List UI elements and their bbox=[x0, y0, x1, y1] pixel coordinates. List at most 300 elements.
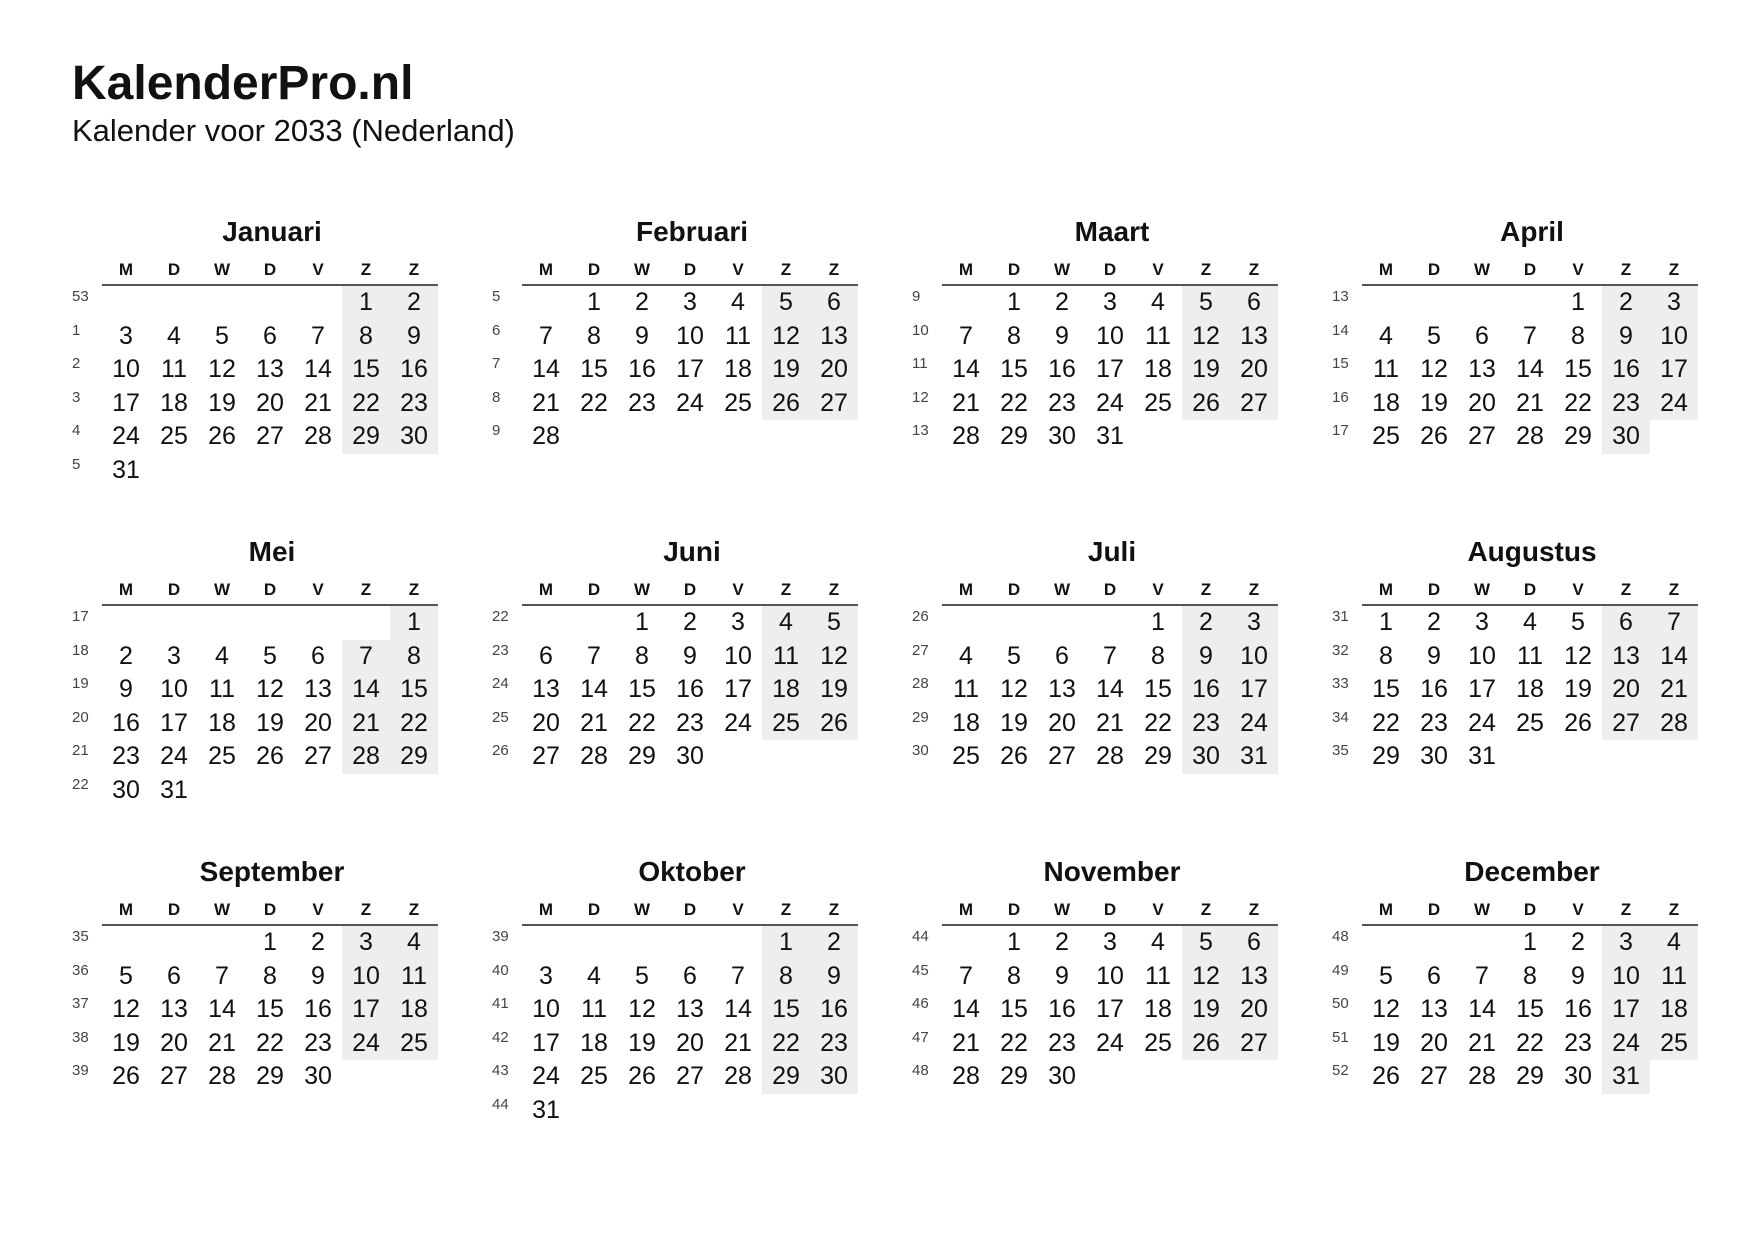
day-cell: 10 bbox=[1096, 961, 1124, 990]
weekday-label: Z bbox=[360, 260, 372, 279]
week-row bbox=[72, 1060, 442, 1094]
weekday-label: Z bbox=[1248, 580, 1260, 599]
weekend-day-cell: 12 bbox=[762, 320, 810, 354]
day-cell: 28 bbox=[724, 1062, 752, 1090]
week-number: 22 bbox=[492, 608, 509, 625]
day-cell: 9 bbox=[683, 641, 697, 670]
day-cell: 1 bbox=[1523, 928, 1537, 956]
weekday-label: Z bbox=[1668, 580, 1680, 599]
day-cell: 29 bbox=[1144, 742, 1172, 770]
weekend-day-cell: 23 bbox=[1182, 707, 1230, 741]
day-cell: 14 bbox=[208, 995, 236, 1023]
week-number: 13 bbox=[912, 422, 929, 439]
weekend-day-cell: 28 bbox=[342, 740, 390, 774]
week-number: 27 bbox=[912, 641, 929, 659]
day-cell: 21 bbox=[1468, 1028, 1496, 1057]
day-cell: 12 bbox=[1372, 995, 1400, 1023]
weekday-label: D bbox=[167, 260, 181, 279]
weekday-label: Z bbox=[1668, 900, 1680, 919]
day-cell: 27 bbox=[676, 1062, 704, 1090]
week-row bbox=[492, 1027, 862, 1061]
day-cell: 8 bbox=[1571, 321, 1585, 350]
day-cell: 11 bbox=[1373, 355, 1399, 383]
day-cell: 17 bbox=[1096, 995, 1124, 1023]
weekend-day-cell: 3 bbox=[1650, 286, 1698, 320]
day-cell: 12 bbox=[112, 995, 140, 1023]
week-row bbox=[72, 420, 442, 454]
weekend-day-cell: 9 bbox=[390, 320, 438, 354]
day-cell: 15 bbox=[256, 995, 284, 1023]
day-cell: 15 bbox=[1372, 675, 1400, 703]
weekday-label: Z bbox=[828, 260, 840, 279]
month-name: Juli bbox=[1087, 536, 1137, 567]
weekday-label: D bbox=[1103, 580, 1117, 599]
day-cell: 11 bbox=[1517, 641, 1543, 670]
weekday-label: V bbox=[1572, 580, 1584, 599]
weekend-day-cell: 23 bbox=[810, 1027, 858, 1061]
week-number: 52 bbox=[1332, 1062, 1349, 1079]
weekend-day-cell: 24 bbox=[342, 1027, 390, 1061]
day-cell: 4 bbox=[1523, 608, 1537, 636]
day-cell: 25 bbox=[952, 742, 980, 770]
day-cell: 6 bbox=[1427, 961, 1441, 990]
day-cell: 30 bbox=[676, 742, 704, 770]
day-cell: 22 bbox=[1516, 1028, 1544, 1057]
week-row bbox=[492, 926, 862, 960]
week-row bbox=[912, 640, 1282, 674]
week-number: 33 bbox=[1332, 675, 1349, 692]
day-cell: 18 bbox=[580, 1028, 608, 1057]
day-cell: 29 bbox=[1516, 1062, 1544, 1090]
weekday-label: D bbox=[1427, 900, 1441, 919]
weekend-day-cell: 21 bbox=[342, 707, 390, 741]
day-cell: 21 bbox=[724, 1028, 752, 1057]
weekday-header bbox=[522, 578, 858, 602]
week-row bbox=[1332, 286, 1702, 320]
weekday-label: Z bbox=[1620, 260, 1632, 279]
week-rows bbox=[912, 606, 1282, 774]
day-cell: 3 bbox=[539, 961, 553, 990]
month-juli bbox=[912, 534, 1282, 824]
weekend-day-cell: 13 bbox=[1230, 960, 1278, 994]
day-cell: 27 bbox=[304, 742, 332, 770]
day-cell: 26 bbox=[628, 1062, 656, 1090]
day-cell: 21 bbox=[1516, 388, 1544, 417]
week-number: 7 bbox=[492, 355, 501, 372]
day-cell: 1 bbox=[1151, 608, 1165, 636]
week-number: 11 bbox=[912, 355, 928, 372]
day-cell: 28 bbox=[1468, 1062, 1496, 1090]
day-cell: 11 bbox=[209, 675, 235, 703]
day-cell: 27 bbox=[160, 1062, 188, 1090]
weekday-header bbox=[1362, 578, 1698, 602]
week-row bbox=[72, 707, 442, 741]
week-row bbox=[1332, 673, 1702, 707]
day-cell: 16 bbox=[628, 355, 656, 383]
week-number: 28 bbox=[912, 675, 929, 692]
week-number: 24 bbox=[492, 675, 509, 692]
weekday-label: V bbox=[1572, 260, 1584, 279]
weekend-day-cell: 8 bbox=[342, 320, 390, 354]
day-cell: 21 bbox=[304, 388, 332, 417]
week-row bbox=[1332, 420, 1702, 454]
weekday-label: M bbox=[1378, 580, 1394, 599]
weekend-day-cell: 31 bbox=[1602, 1060, 1650, 1094]
month-november bbox=[912, 854, 1282, 1144]
month-juni bbox=[492, 534, 862, 824]
week-row bbox=[72, 926, 442, 960]
week-rows bbox=[1332, 606, 1702, 774]
day-cell: 13 bbox=[160, 995, 188, 1023]
weekday-label: M bbox=[958, 580, 974, 599]
day-cell: 16 bbox=[1420, 675, 1448, 703]
day-cell: 7 bbox=[731, 961, 745, 990]
day-cell: 25 bbox=[1144, 388, 1172, 417]
day-cell: 4 bbox=[959, 641, 973, 670]
day-cell: 5 bbox=[635, 961, 649, 990]
day-cell: 19 bbox=[628, 1028, 656, 1057]
day-cell: 15 bbox=[1516, 995, 1544, 1023]
weekday-label: V bbox=[732, 900, 744, 919]
day-cell: 30 bbox=[1564, 1062, 1592, 1090]
day-cell: 1 bbox=[1379, 608, 1393, 636]
day-cell: 4 bbox=[1151, 928, 1165, 956]
week-number: 17 bbox=[72, 608, 89, 625]
day-cell: 29 bbox=[1372, 742, 1400, 770]
day-cell: 24 bbox=[160, 742, 188, 770]
weekend-day-cell: 5 bbox=[810, 606, 858, 640]
weekday-label: V bbox=[732, 260, 744, 279]
day-cell: 1 bbox=[263, 928, 277, 956]
day-cell: 9 bbox=[1055, 961, 1069, 990]
day-cell: 14 bbox=[304, 355, 332, 383]
weekend-day-cell: 22 bbox=[762, 1027, 810, 1061]
weekday-label: D bbox=[587, 900, 601, 919]
week-row bbox=[1332, 740, 1702, 774]
day-cell: 3 bbox=[1475, 608, 1489, 636]
weekend-day-cell: 11 bbox=[762, 640, 810, 674]
day-cell: 17 bbox=[1468, 675, 1496, 703]
weekday-label: V bbox=[312, 900, 324, 919]
day-cell: 11 bbox=[725, 321, 751, 350]
day-cell: 17 bbox=[724, 675, 752, 703]
weekday-label: D bbox=[167, 900, 181, 919]
day-cell: 23 bbox=[1048, 388, 1076, 417]
day-cell: 28 bbox=[532, 422, 560, 450]
weekend-day-cell: 3 bbox=[1602, 926, 1650, 960]
day-cell: 15 bbox=[1000, 355, 1028, 383]
weekday-label: M bbox=[538, 900, 554, 919]
day-cell: 27 bbox=[256, 422, 284, 450]
weekday-label: M bbox=[1378, 260, 1394, 279]
day-cell: 9 bbox=[1055, 321, 1069, 350]
weekend-day-cell: 27 bbox=[810, 387, 858, 421]
week-number: 50 bbox=[1332, 995, 1349, 1012]
week-row bbox=[72, 740, 442, 774]
day-cell: 14 bbox=[952, 355, 980, 383]
day-cell: 30 bbox=[1048, 422, 1076, 450]
weekday-label: D bbox=[1103, 900, 1117, 919]
day-cell: 30 bbox=[1420, 742, 1448, 770]
week-number: 25 bbox=[492, 708, 509, 726]
weekend-day-cell: 6 bbox=[810, 286, 858, 320]
day-cell: 19 bbox=[256, 708, 284, 737]
weekday-label: Z bbox=[408, 900, 420, 919]
day-cell: 26 bbox=[1372, 1062, 1400, 1090]
day-cell: 29 bbox=[1000, 422, 1028, 450]
weekend-day-cell: 22 bbox=[342, 387, 390, 421]
day-cell: 23 bbox=[676, 708, 704, 737]
weekday-header bbox=[1362, 258, 1698, 282]
weekend-day-cell: 3 bbox=[1230, 606, 1278, 640]
weekday-label: D bbox=[263, 260, 277, 279]
weekend-day-cell: 18 bbox=[1650, 993, 1698, 1027]
week-row bbox=[72, 960, 442, 994]
weekend-day-cell: 19 bbox=[762, 353, 810, 387]
week-number: 43 bbox=[492, 1062, 509, 1079]
day-cell: 18 bbox=[1516, 675, 1544, 703]
weekday-label: D bbox=[587, 580, 601, 599]
weekday-label: W bbox=[633, 580, 651, 599]
weekday-label: Z bbox=[1248, 260, 1260, 279]
weekday-label: Z bbox=[780, 900, 792, 919]
day-cell: 28 bbox=[208, 1062, 236, 1090]
day-cell: 5 bbox=[1571, 608, 1585, 636]
day-cell: 21 bbox=[952, 388, 980, 417]
weekend-day-cell: 26 bbox=[810, 707, 858, 741]
day-cell: 18 bbox=[1372, 388, 1400, 417]
week-row bbox=[912, 707, 1282, 741]
day-cell: 5 bbox=[1379, 961, 1393, 990]
day-cell: 6 bbox=[683, 961, 697, 990]
day-cell: 18 bbox=[952, 708, 980, 737]
week-row bbox=[1332, 387, 1702, 421]
day-cell: 17 bbox=[1096, 355, 1124, 383]
week-rows bbox=[1332, 286, 1702, 454]
calendar-subtitle: Kalender voor 2033 (Nederland) bbox=[72, 113, 515, 148]
weekday-label: W bbox=[1473, 580, 1491, 599]
day-cell: 18 bbox=[1144, 995, 1172, 1023]
week-number: 47 bbox=[912, 1028, 929, 1046]
week-rows bbox=[72, 286, 442, 487]
weekend-day-cell: 19 bbox=[1182, 993, 1230, 1027]
month-januari bbox=[72, 214, 442, 504]
weekend-day-cell: 12 bbox=[1182, 320, 1230, 354]
day-cell: 27 bbox=[1468, 422, 1496, 450]
day-cell: 13 bbox=[1420, 995, 1448, 1023]
day-cell: 7 bbox=[959, 321, 973, 350]
day-cell: 19 bbox=[1000, 708, 1028, 737]
weekday-label: W bbox=[633, 900, 651, 919]
week-number: 1 bbox=[72, 321, 81, 339]
week-number: 19 bbox=[72, 675, 89, 692]
week-number: 34 bbox=[1332, 708, 1349, 726]
day-cell: 16 bbox=[1048, 995, 1076, 1023]
weekend-day-cell: 9 bbox=[810, 960, 858, 994]
day-cell: 5 bbox=[1427, 321, 1441, 350]
weekend-day-cell: 24 bbox=[1650, 387, 1698, 421]
month-mei bbox=[72, 534, 442, 824]
day-cell: 14 bbox=[952, 995, 980, 1023]
day-cell: 20 bbox=[676, 1028, 704, 1057]
weekday-label: Z bbox=[408, 260, 420, 279]
day-cell: 16 bbox=[304, 995, 332, 1023]
weekend-day-cell: 15 bbox=[390, 673, 438, 707]
week-row bbox=[72, 353, 442, 387]
weekday-header bbox=[942, 258, 1278, 282]
weekday-label: V bbox=[1572, 900, 1584, 919]
weekday-label: Z bbox=[780, 580, 792, 599]
weekday-label: D bbox=[263, 900, 277, 919]
week-number: 46 bbox=[912, 995, 929, 1012]
weekend-day-cell: 4 bbox=[762, 606, 810, 640]
weekend-day-cell: 4 bbox=[390, 926, 438, 960]
month-name: April bbox=[1500, 216, 1564, 247]
weekend-day-cell: 10 bbox=[342, 960, 390, 994]
weekday-label: M bbox=[118, 580, 134, 599]
day-cell: 24 bbox=[1096, 1028, 1124, 1057]
week-row bbox=[912, 1027, 1282, 1061]
weekday-label: M bbox=[118, 900, 134, 919]
weekend-day-cell: 23 bbox=[390, 387, 438, 421]
weekend-day-cell: 15 bbox=[342, 353, 390, 387]
weekday-label: Z bbox=[360, 580, 372, 599]
day-cell: 23 bbox=[304, 1028, 332, 1057]
day-cell: 2 bbox=[1055, 928, 1069, 956]
weekend-day-cell: 7 bbox=[342, 640, 390, 674]
week-number: 48 bbox=[1332, 928, 1349, 945]
weekend-day-cell: 1 bbox=[390, 606, 438, 640]
day-cell: 9 bbox=[635, 321, 649, 350]
weekday-label: D bbox=[1523, 580, 1537, 599]
month-augustus bbox=[1332, 534, 1702, 824]
month-maart bbox=[912, 214, 1282, 504]
day-cell: 12 bbox=[256, 675, 284, 703]
weekend-day-cell: 3 bbox=[342, 926, 390, 960]
weekend-day-cell: 22 bbox=[390, 707, 438, 741]
day-cell: 14 bbox=[724, 995, 752, 1023]
day-cell: 31 bbox=[1096, 422, 1124, 450]
week-row bbox=[72, 774, 442, 808]
weekday-label: Z bbox=[408, 580, 420, 599]
week-row bbox=[492, 707, 862, 741]
week-row bbox=[72, 993, 442, 1027]
day-cell: 24 bbox=[1468, 708, 1496, 737]
week-row bbox=[912, 740, 1282, 774]
week-number: 40 bbox=[492, 961, 509, 979]
day-cell: 4 bbox=[167, 321, 181, 350]
week-row bbox=[912, 353, 1282, 387]
weekday-label: Z bbox=[828, 900, 840, 919]
weekend-day-cell: 4 bbox=[1650, 926, 1698, 960]
day-cell: 16 bbox=[1564, 995, 1592, 1023]
day-cell: 7 bbox=[587, 641, 601, 670]
week-row bbox=[492, 1094, 862, 1128]
weekend-day-cell: 26 bbox=[762, 387, 810, 421]
weekday-label: Z bbox=[1620, 580, 1632, 599]
day-cell: 26 bbox=[1420, 422, 1448, 450]
day-cell: 2 bbox=[1571, 928, 1585, 956]
week-rows bbox=[492, 606, 862, 774]
weekday-header bbox=[1362, 898, 1698, 922]
day-cell: 13 bbox=[532, 675, 560, 703]
weekday-label: M bbox=[1378, 900, 1394, 919]
week-number: 8 bbox=[492, 388, 501, 406]
weekend-day-cell: 12 bbox=[1182, 960, 1230, 994]
weekday-label: Z bbox=[828, 580, 840, 599]
day-cell: 15 bbox=[1564, 355, 1592, 383]
week-row bbox=[1332, 707, 1702, 741]
week-number: 49 bbox=[1332, 961, 1349, 979]
week-number: 4 bbox=[72, 422, 81, 439]
day-cell: 31 bbox=[1468, 742, 1496, 770]
day-cell: 2 bbox=[1427, 608, 1441, 636]
week-row bbox=[1332, 1060, 1702, 1094]
week-row bbox=[72, 454, 442, 488]
day-cell: 10 bbox=[1096, 321, 1124, 350]
weekend-day-cell: 17 bbox=[1602, 993, 1650, 1027]
week-number: 16 bbox=[1332, 388, 1349, 406]
day-cell: 25 bbox=[1516, 708, 1544, 737]
day-cell: 5 bbox=[263, 641, 277, 670]
week-number: 5 bbox=[492, 288, 501, 305]
weekend-day-cell: 2 bbox=[390, 286, 438, 320]
week-row bbox=[492, 286, 862, 320]
day-cell: 26 bbox=[1564, 708, 1592, 737]
site-title: KalenderPro.nl bbox=[72, 57, 414, 110]
week-row bbox=[72, 1027, 442, 1061]
day-cell: 8 bbox=[635, 641, 649, 670]
day-cell: 27 bbox=[1420, 1062, 1448, 1090]
week-rows bbox=[492, 286, 862, 454]
day-cell: 9 bbox=[1427, 641, 1441, 670]
weekend-day-cell: 18 bbox=[390, 993, 438, 1027]
weekday-label: D bbox=[683, 900, 697, 919]
week-number: 32 bbox=[1332, 641, 1349, 659]
weekday-label: D bbox=[1427, 580, 1441, 599]
weekday-label: D bbox=[167, 580, 181, 599]
weekend-day-cell: 21 bbox=[1650, 673, 1698, 707]
day-cell: 27 bbox=[532, 742, 560, 770]
month-april bbox=[1332, 214, 1702, 504]
day-cell: 5 bbox=[215, 321, 229, 350]
weekend-day-cell: 27 bbox=[1230, 1027, 1278, 1061]
day-cell: 12 bbox=[1420, 355, 1448, 383]
week-row bbox=[492, 606, 862, 640]
weekday-header bbox=[942, 898, 1278, 922]
weekend-day-cell: 5 bbox=[762, 286, 810, 320]
weekday-label: W bbox=[1053, 260, 1071, 279]
weekend-day-cell: 6 bbox=[1230, 286, 1278, 320]
week-row bbox=[72, 606, 442, 640]
weekend-day-cell: 9 bbox=[1182, 640, 1230, 674]
day-cell: 5 bbox=[119, 961, 133, 990]
week-number: 10 bbox=[912, 321, 929, 339]
day-cell: 22 bbox=[1000, 388, 1028, 417]
weekday-label: V bbox=[1152, 900, 1164, 919]
week-number: 36 bbox=[72, 961, 89, 979]
week-number: 26 bbox=[912, 608, 929, 625]
day-cell: 26 bbox=[208, 422, 236, 450]
weekend-day-cell: 16 bbox=[1182, 673, 1230, 707]
month-december bbox=[1332, 854, 1702, 1144]
day-cell: 10 bbox=[1468, 641, 1496, 670]
day-cell: 21 bbox=[532, 388, 560, 417]
weekend-day-cell: 24 bbox=[1602, 1027, 1650, 1061]
weekday-label: Z bbox=[1620, 900, 1632, 919]
day-cell: 3 bbox=[1103, 928, 1117, 956]
day-cell: 4 bbox=[587, 961, 601, 990]
